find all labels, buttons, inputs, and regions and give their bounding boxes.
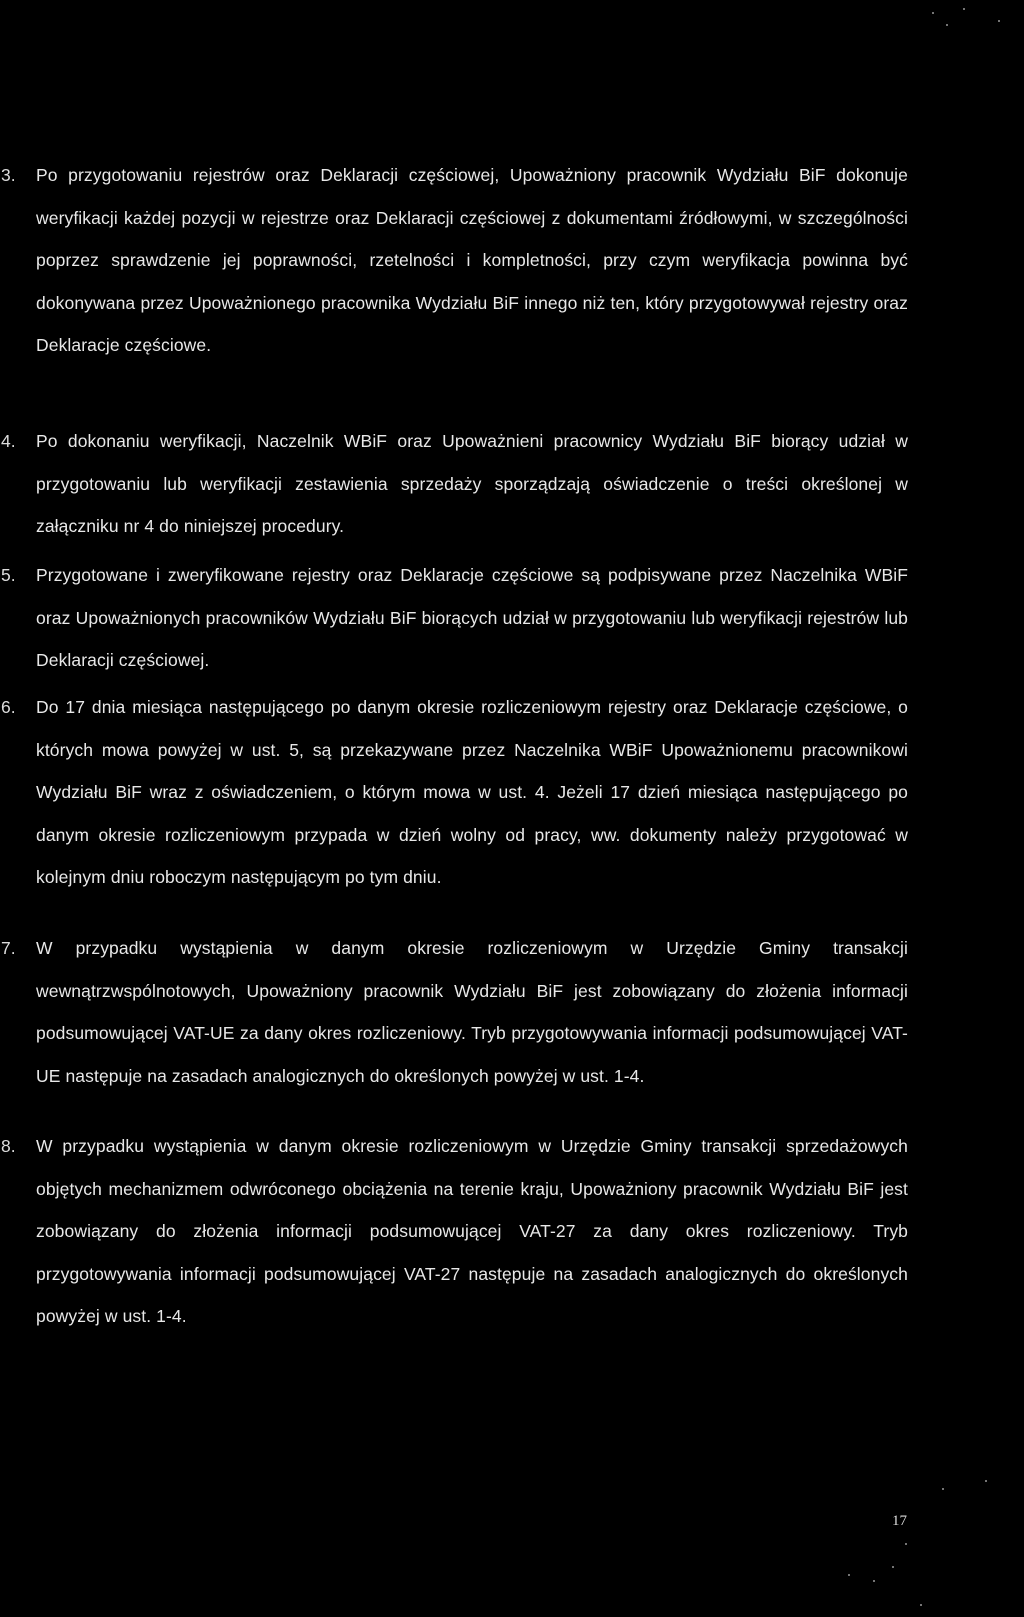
item-number: 4. bbox=[1, 431, 16, 451]
item-text: Po przygotowaniu rejestrów oraz Deklaracji częściowej, Upoważniony pracownik Wydziału BiF dokonuje weryfikacji każdej pozycji w rejestrze oraz Deklaracji częściowej z dokumentami źródłowymi, w szczególności poprzez sprawdzenie jej poprawności, rzetelności i kompletności, przy czym weryfikacja powinna być dokonywana przez Upoważnionego pracownika Wydziału BiF innego niż ten, który przygotowywał rejestry oraz Deklaracje częściowe. bbox=[36, 165, 908, 356]
item-number: 3. bbox=[1, 165, 16, 185]
item-number: 6. bbox=[1, 697, 16, 717]
item-number: 5. bbox=[1, 565, 16, 585]
item-number: 7. bbox=[1, 938, 16, 958]
item-text: W przypadku wystąpienia w danym okresie rozliczeniowym w Urzędzie Gminy transakcji wewnątrzwspólnotowych, Upoważniony pracownik Wydziału BiF jest zobowiązany do złożenia informacji podsumowującej VAT-UE za dany okres rozliczeniowy. Tryb przygotowywania informacji podsumowującej VAT-UE następuje na zasadach analogicznych do określonych powyżej w ust. 1-4. bbox=[36, 938, 908, 1086]
item-text: Po dokonaniu weryfikacji, Naczelnik WBiF oraz Upoważnieni pracownicy Wydziału BiF biorący udział w przygotowaniu lub weryfikacji zestawienia sprzedaży sporządzają oświadczenie o treści określonej w załączniku nr 4 do niniejszej procedury. bbox=[36, 431, 908, 537]
page-number: 17 bbox=[892, 1513, 907, 1529]
item-text: Przygotowane i zweryfikowane rejestry oraz Deklaracje częściowe są podpisywane przez Naczelnika WBiF oraz Upoważnionych pracowników Wydziału BiF biorących udział w przygotowaniu lub weryfikacji rejestrów lub Deklaracji częściowej. bbox=[36, 565, 908, 671]
item-text: W przypadku wystąpienia w danym okresie rozliczeniowym w Urzędzie Gminy transakcji sprzedażowych objętych mechanizmem odwróconego obciążenia na terenie kraju, Upoważniony pracownik Wydziału BiF jest zobowiązany do złożenia informacji podsumowującej VAT-27 za dany okres rozliczeniowy. Tryb przygotowywania informacji podsumowującej VAT-27 następuje na zasadach analogicznych do określonych powyżej w ust. 1-4. bbox=[36, 1136, 908, 1327]
item-number: 8. bbox=[1, 1136, 16, 1156]
item-text: Do 17 dnia miesiąca następującego po danym okresie rozliczeniowym rejestry oraz Deklaracje częściowe, o których mowa powyżej w ust. 5, są przekazywane przez Naczelnika WBiF Upoważnionemu pracownikowi Wydziału BiF wraz z oświadczeniem, o którym mowa w ust. 4. Jeżeli 17 dzień miesiąca następującego po danym okresie rozliczeniowym przypada w dzień wolny od pracy, ww. dokumenty należy przygotować w kolejnym dniu roboczym następującym po tym dniu. bbox=[36, 697, 908, 888]
